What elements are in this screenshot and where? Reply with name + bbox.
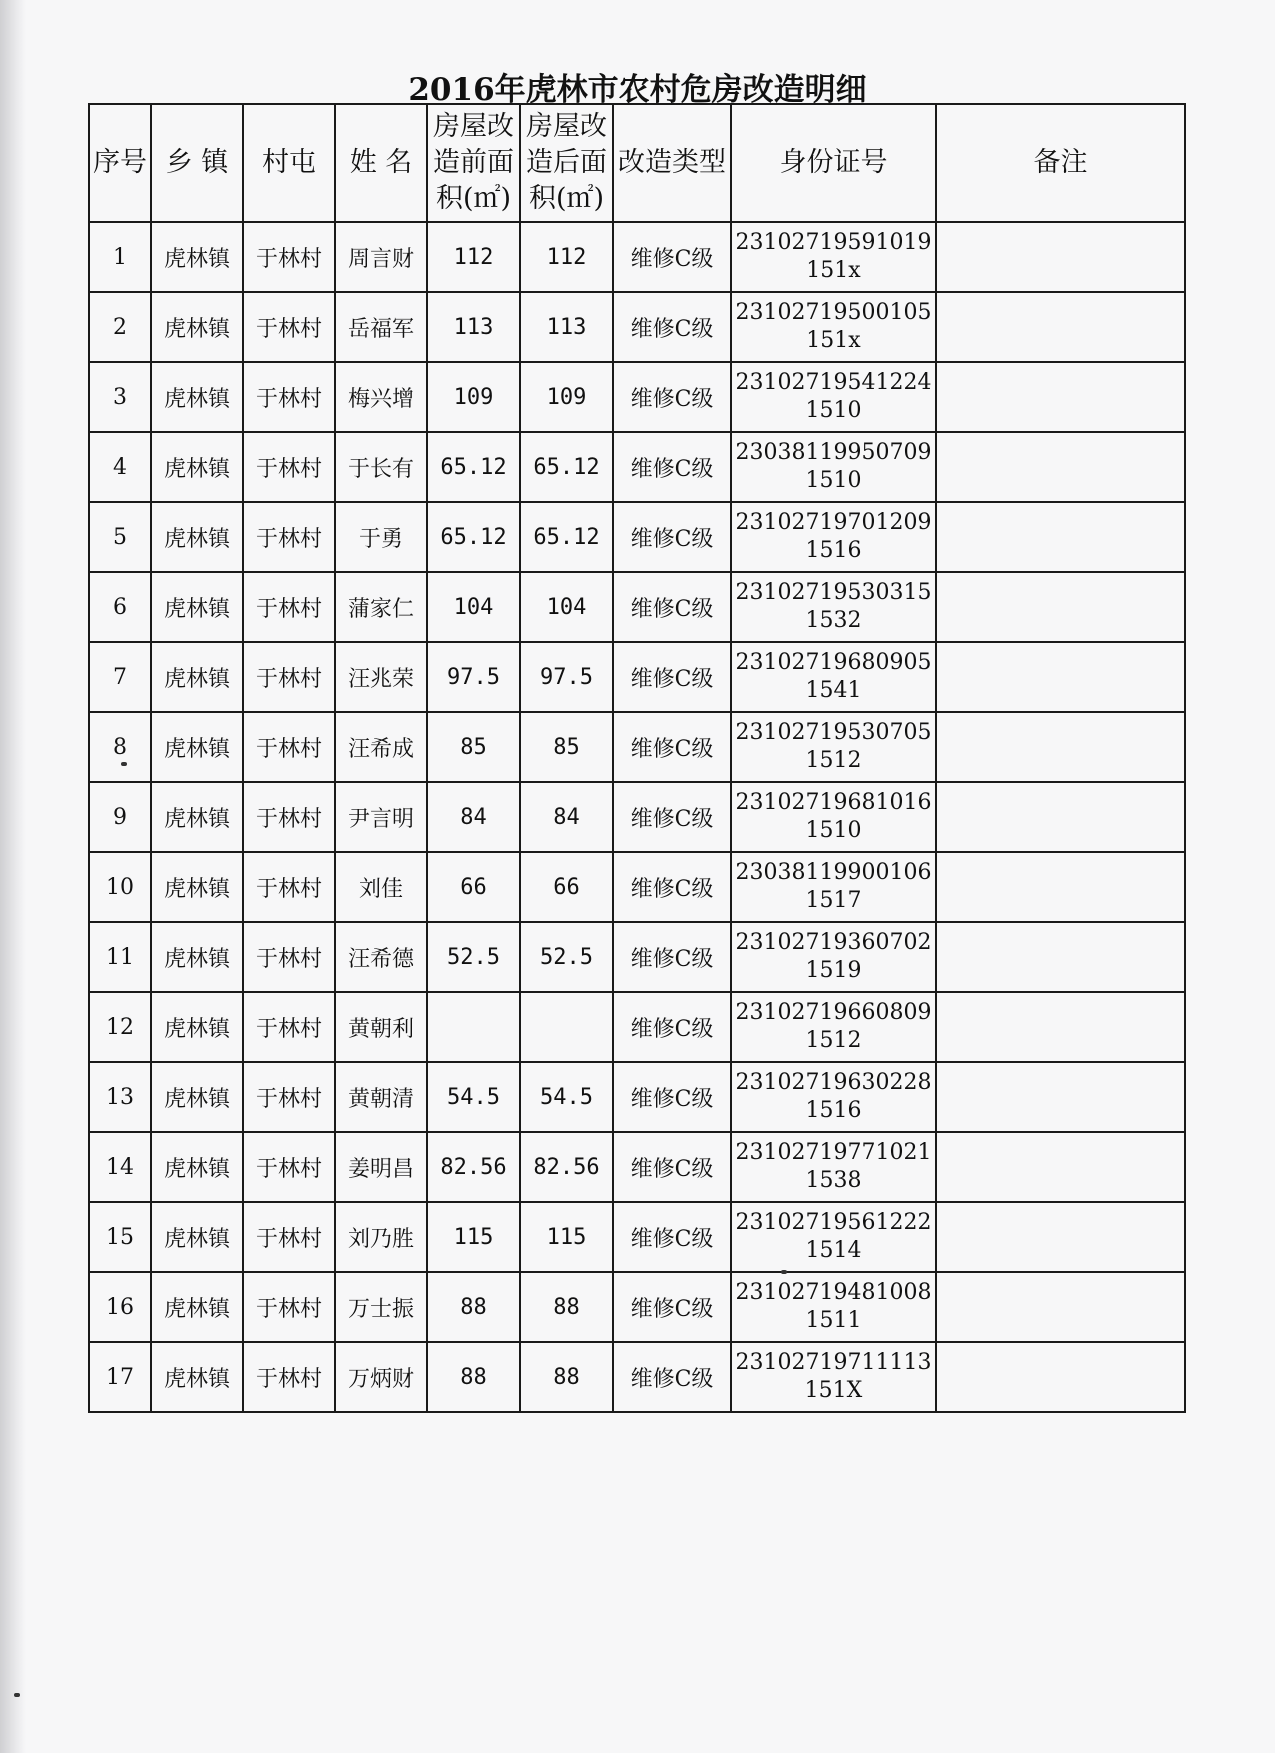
cell-area-after: 97.5	[520, 642, 613, 712]
cell-id-number: 23102719500105151x	[731, 292, 936, 362]
cell-name: 刘乃胜	[335, 1202, 427, 1272]
cell-area-after: 82.56	[520, 1132, 613, 1202]
cell-name: 万炳财	[335, 1342, 427, 1412]
cell-village: 于林村	[243, 1132, 335, 1202]
cell-area-after: 115	[520, 1202, 613, 1272]
scan-edge-shadow	[0, 0, 26, 1753]
cell-town: 虎林镇	[151, 642, 243, 712]
cell-town: 虎林镇	[151, 502, 243, 572]
cell-area-after: 65.12	[520, 502, 613, 572]
cell-remark	[936, 1202, 1185, 1272]
cell-seq: 9	[89, 782, 151, 852]
cell-town: 虎林镇	[151, 1202, 243, 1272]
cell-remark	[936, 432, 1185, 502]
cell-remark	[936, 362, 1185, 432]
cell-town: 虎林镇	[151, 292, 243, 362]
table-row	[89, 502, 1185, 572]
cell-name: 汪希成	[335, 712, 427, 782]
cell-seq: 7	[89, 642, 151, 712]
table-row	[89, 852, 1185, 922]
cell-area-after: 109	[520, 362, 613, 432]
cell-town: 虎林镇	[151, 782, 243, 852]
cell-seq: 11	[89, 922, 151, 992]
cell-village: 于林村	[243, 642, 335, 712]
cell-seq: 8	[89, 712, 151, 782]
cell-id-number: 230381199001061517	[731, 852, 936, 922]
header-id-number: 身份证号	[731, 104, 936, 222]
cell-village: 于林村	[243, 362, 335, 432]
cell-id-number: 231027194810081511	[731, 1272, 936, 1342]
cell-village: 于林村	[243, 922, 335, 992]
cell-type: 维修C级	[613, 1202, 731, 1272]
header-remark: 备注	[936, 104, 1185, 222]
cell-seq: 4	[89, 432, 151, 502]
cell-area-after: 54.5	[520, 1062, 613, 1132]
cell-id-number: 231027196809051541	[731, 642, 936, 712]
cell-name: 于勇	[335, 502, 427, 572]
document-title: 2016年虎林市农村危房改造明细	[408, 72, 867, 108]
cell-town: 虎林镇	[151, 572, 243, 642]
cell-area-before: 82.56	[427, 1132, 520, 1202]
table-row	[89, 992, 1185, 1062]
cell-name: 蒲家仁	[335, 572, 427, 642]
scan-speck	[781, 1270, 787, 1274]
cell-id-number: 231027195612221514	[731, 1202, 936, 1272]
cell-id-number: 230381199507091510	[731, 432, 936, 502]
cell-area-before: 112	[427, 222, 520, 292]
cell-type: 维修C级	[613, 292, 731, 362]
cell-village: 于林村	[243, 712, 335, 782]
cell-name: 汪希德	[335, 922, 427, 992]
cell-remark	[936, 852, 1185, 922]
cell-town: 虎林镇	[151, 432, 243, 502]
cell-area-after: 84	[520, 782, 613, 852]
cell-area-before: 65.12	[427, 502, 520, 572]
cell-remark	[936, 1132, 1185, 1202]
cell-seq: 13	[89, 1062, 151, 1132]
cell-area-before: 104	[427, 572, 520, 642]
cell-area-before: 65.12	[427, 432, 520, 502]
cell-area-before: 88	[427, 1342, 520, 1412]
cell-area-before: 113	[427, 292, 520, 362]
scan-speck	[121, 762, 127, 766]
cell-village: 于林村	[243, 782, 335, 852]
cell-village: 于林村	[243, 292, 335, 362]
cell-area-after: 88	[520, 1342, 613, 1412]
cell-seq: 2	[89, 292, 151, 362]
cell-town: 虎林镇	[151, 1272, 243, 1342]
cell-seq: 1	[89, 222, 151, 292]
cell-village: 于林村	[243, 852, 335, 922]
scan-speck	[14, 1693, 20, 1697]
cell-id-number: 231027197012091516	[731, 502, 936, 572]
cell-village: 于林村	[243, 432, 335, 502]
cell-seq: 6	[89, 572, 151, 642]
header-village: 村屯	[243, 104, 335, 222]
table-row	[89, 1202, 1185, 1272]
cell-id-number: 231027196608091512	[731, 992, 936, 1062]
cell-type: 维修C级	[613, 992, 731, 1062]
cell-remark	[936, 222, 1185, 292]
cell-area-before: 85	[427, 712, 520, 782]
cell-remark	[936, 992, 1185, 1062]
cell-id-number: 231027196302281516	[731, 1062, 936, 1132]
cell-seq: 16	[89, 1272, 151, 1342]
table-row	[89, 432, 1185, 502]
cell-id-number: 23102719711113151X	[731, 1342, 936, 1412]
cell-remark	[936, 782, 1185, 852]
cell-village: 于林村	[243, 572, 335, 642]
cell-remark	[936, 502, 1185, 572]
cell-town: 虎林镇	[151, 1132, 243, 1202]
cell-area-after	[520, 992, 613, 1062]
cell-remark	[936, 712, 1185, 782]
cell-type: 维修C级	[613, 1342, 731, 1412]
cell-area-after: 104	[520, 572, 613, 642]
table-row	[89, 572, 1185, 642]
cell-id-number: 231027197710211538	[731, 1132, 936, 1202]
table-row	[89, 292, 1185, 362]
cell-type: 维修C级	[613, 1272, 731, 1342]
cell-village: 于林村	[243, 992, 335, 1062]
cell-type: 维修C级	[613, 782, 731, 852]
table-row	[89, 1062, 1185, 1132]
table-row	[89, 1342, 1185, 1412]
cell-area-before: 54.5	[427, 1062, 520, 1132]
header-name: 姓 名	[335, 104, 427, 222]
cell-name: 岳福军	[335, 292, 427, 362]
cell-type: 维修C级	[613, 1062, 731, 1132]
cell-name: 刘佳	[335, 852, 427, 922]
cell-remark	[936, 1342, 1185, 1412]
table-row	[89, 1272, 1185, 1342]
header-area-after: 房屋改造后面积(㎡)	[520, 104, 613, 222]
cell-village: 于林村	[243, 1342, 335, 1412]
cell-seq: 5	[89, 502, 151, 572]
cell-seq: 14	[89, 1132, 151, 1202]
header-seq: 序号	[89, 104, 151, 222]
cell-seq: 17	[89, 1342, 151, 1412]
cell-area-after: 66	[520, 852, 613, 922]
cell-town: 虎林镇	[151, 1342, 243, 1412]
cell-village: 于林村	[243, 222, 335, 292]
table-row	[89, 712, 1185, 782]
cell-seq: 12	[89, 992, 151, 1062]
cell-id-number: 231027195412241510	[731, 362, 936, 432]
cell-name: 于长有	[335, 432, 427, 502]
header-area-before: 房屋改造前面积(㎡)	[427, 104, 520, 222]
table-row	[89, 222, 1185, 292]
cell-village: 于林村	[243, 1062, 335, 1132]
table-row	[89, 1132, 1185, 1202]
cell-area-before: 66	[427, 852, 520, 922]
cell-remark	[936, 572, 1185, 642]
cell-id-number: 231027195303151532	[731, 572, 936, 642]
cell-seq: 3	[89, 362, 151, 432]
cell-seq: 10	[89, 852, 151, 922]
table-body	[89, 222, 1185, 1412]
table-row	[89, 642, 1185, 712]
cell-remark	[936, 642, 1185, 712]
cell-remark	[936, 922, 1185, 992]
cell-id-number: 231027196810161510	[731, 782, 936, 852]
cell-area-after: 88	[520, 1272, 613, 1342]
cell-type: 维修C级	[613, 852, 731, 922]
cell-village: 于林村	[243, 1202, 335, 1272]
cell-name: 黄朝利	[335, 992, 427, 1062]
table-header-row	[89, 104, 1185, 222]
cell-town: 虎林镇	[151, 1062, 243, 1132]
cell-type: 维修C级	[613, 502, 731, 572]
cell-name: 万士振	[335, 1272, 427, 1342]
cell-type: 维修C级	[613, 432, 731, 502]
cell-area-after: 112	[520, 222, 613, 292]
cell-area-after: 65.12	[520, 432, 613, 502]
cell-name: 周言财	[335, 222, 427, 292]
cell-type: 维修C级	[613, 222, 731, 292]
table-row	[89, 362, 1185, 432]
cell-type: 维修C级	[613, 922, 731, 992]
cell-area-after: 52.5	[520, 922, 613, 992]
cell-remark	[936, 1062, 1185, 1132]
cell-type: 维修C级	[613, 1132, 731, 1202]
cell-village: 于林村	[243, 502, 335, 572]
cell-area-before	[427, 992, 520, 1062]
renovation-table	[88, 103, 1186, 1413]
cell-type: 维修C级	[613, 712, 731, 782]
cell-seq: 15	[89, 1202, 151, 1272]
cell-town: 虎林镇	[151, 852, 243, 922]
cell-area-before: 109	[427, 362, 520, 432]
cell-remark	[936, 292, 1185, 362]
cell-name: 梅兴增	[335, 362, 427, 432]
cell-id-number: 23102719591019151x	[731, 222, 936, 292]
cell-town: 虎林镇	[151, 712, 243, 782]
cell-area-before: 84	[427, 782, 520, 852]
cell-name: 汪兆荣	[335, 642, 427, 712]
table-row	[89, 922, 1185, 992]
cell-area-before: 97.5	[427, 642, 520, 712]
cell-name: 尹言明	[335, 782, 427, 852]
table-row	[89, 782, 1185, 852]
header-town: 乡 镇	[151, 104, 243, 222]
cell-remark	[936, 1272, 1185, 1342]
cell-town: 虎林镇	[151, 992, 243, 1062]
cell-town: 虎林镇	[151, 362, 243, 432]
cell-area-after: 85	[520, 712, 613, 782]
cell-name: 姜明昌	[335, 1132, 427, 1202]
cell-type: 维修C级	[613, 572, 731, 642]
cell-town: 虎林镇	[151, 222, 243, 292]
cell-id-number: 231027195307051512	[731, 712, 936, 782]
cell-area-before: 52.5	[427, 922, 520, 992]
header-type: 改造类型	[613, 104, 731, 222]
cell-type: 维修C级	[613, 642, 731, 712]
cell-village: 于林村	[243, 1272, 335, 1342]
cell-area-before: 88	[427, 1272, 520, 1342]
cell-id-number: 231027193607021519	[731, 922, 936, 992]
cell-town: 虎林镇	[151, 922, 243, 992]
cell-area-after: 113	[520, 292, 613, 362]
cell-name: 黄朝清	[335, 1062, 427, 1132]
cell-area-before: 115	[427, 1202, 520, 1272]
cell-type: 维修C级	[613, 362, 731, 432]
